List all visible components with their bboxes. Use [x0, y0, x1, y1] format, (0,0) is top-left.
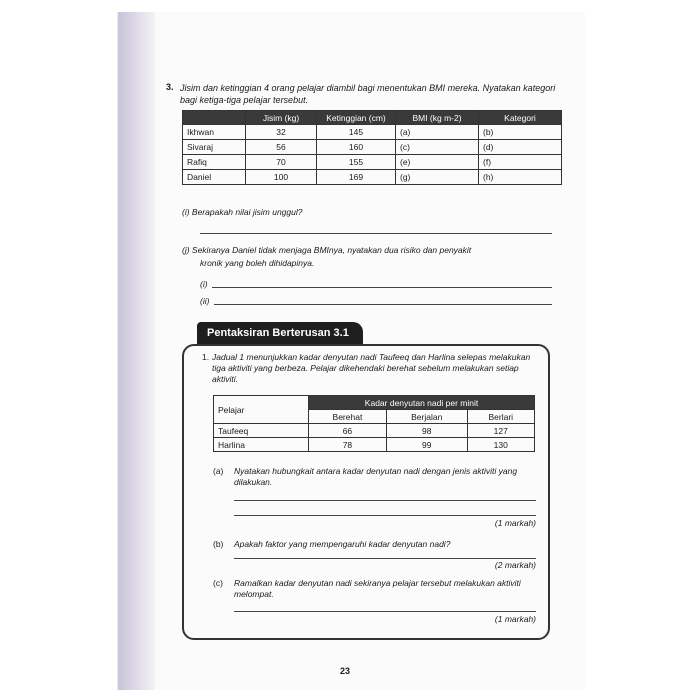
- question-3j-text-line1: (j) Sekiranya Daniel tidak menjaga BMInya, nyatakan dua risiko dan penyakit: [182, 245, 472, 255]
- pulse-value: 78: [309, 438, 387, 452]
- marks-label: (2 markah): [494, 560, 536, 570]
- bmi-blank: (e): [396, 155, 479, 170]
- question-1a-label: (a): [213, 466, 224, 476]
- bmi-blank: (g): [396, 170, 479, 185]
- student-name: Sivaraj: [183, 140, 246, 155]
- pulse-table-header-row-1: [214, 396, 535, 410]
- table-row: [214, 438, 535, 452]
- bmi-header-mass: Jisim (kg): [246, 111, 317, 125]
- pulse-value: 130: [467, 438, 534, 452]
- table-row: [183, 140, 562, 155]
- student-name: Ikhwan: [183, 125, 246, 140]
- student-name: Daniel: [183, 170, 246, 185]
- table-row: [183, 170, 562, 185]
- question-3j-text-line2: kronik yang boleh dihidapinya.: [200, 258, 315, 268]
- pulse-header-pelajar: Pelajar: [214, 396, 309, 424]
- pulse-header-group: Kadar denyutan nadi per minit: [309, 396, 535, 410]
- page-number: 23: [340, 666, 351, 676]
- answer-line[interactable]: [234, 515, 536, 516]
- bmi-header-category: Kategori: [479, 111, 562, 125]
- bmi-header-bmi: BMI (kg m-2): [396, 111, 479, 125]
- question-1-number: 1.: [202, 352, 210, 362]
- student-name: Rafiq: [183, 155, 246, 170]
- bmi-header-height: Ketinggian (cm): [317, 111, 396, 125]
- table-row: [183, 125, 562, 140]
- mass-value: 32: [246, 125, 317, 140]
- category-blank: (b): [479, 125, 562, 140]
- student-name: Taufeeq: [214, 424, 309, 438]
- pulse-value: 98: [386, 424, 467, 438]
- question-3-number: 3.: [166, 82, 174, 92]
- category-blank: (h): [479, 170, 562, 185]
- mass-value: 70: [246, 155, 317, 170]
- bmi-blank: (a): [396, 125, 479, 140]
- question-3i-text: (i) Berapakah nilai jisim unggul?: [182, 207, 303, 217]
- height-value: 160: [317, 140, 396, 155]
- pulse-value: 99: [386, 438, 467, 452]
- mass-value: 56: [246, 140, 317, 155]
- answer-line[interactable]: [234, 558, 536, 559]
- question-1c-text: Ramalkan kadar denyutan nadi sekiranya pelajar tersebut melakukan aktiviti melompat.: [234, 578, 521, 599]
- question-1b-text: Apakah faktor yang mempengaruhi kadar denyutan nadi?: [234, 539, 451, 549]
- answer-line[interactable]: [214, 304, 552, 305]
- answer-line[interactable]: [200, 233, 552, 234]
- height-value: 145: [317, 125, 396, 140]
- answer-line[interactable]: [212, 287, 552, 288]
- bmi-table: [182, 110, 562, 185]
- height-value: 169: [317, 170, 396, 185]
- question-1c-label: (c): [213, 578, 223, 588]
- category-blank: (d): [479, 140, 562, 155]
- bmi-header-blank: [183, 111, 246, 125]
- question-1b-label: (b): [213, 539, 224, 549]
- section-title: Pentaksiran Berterusan 3.1: [197, 322, 363, 344]
- marks-label: (1 markah): [494, 614, 536, 624]
- answer-line[interactable]: [234, 611, 536, 612]
- pulse-header-rest: Berehat: [309, 410, 387, 424]
- student-name: Harlina: [214, 438, 309, 452]
- table-row: [183, 155, 562, 170]
- question-1-text: Jadual 1 menunjukkan kadar denyutan nadi Taufeeq dan Harlina selepas melakukan tiga aktiviti yang berbeza. Pelajar dikehendaki berehat sebelum melakukan setiap aktiviti.: [212, 352, 531, 384]
- pulse-value: 127: [467, 424, 534, 438]
- question-3-text: Jisim dan ketinggian 4 orang pelajar diambil bagi menentukan BMI mereka. Nyatakan kategori bagi ketiga-tiga pelajar tersebut.: [180, 83, 556, 105]
- bmi-table-header-row: [183, 111, 562, 125]
- pulse-header-run: Berlari: [467, 410, 534, 424]
- pulse-header-walk: Berjalan: [386, 410, 467, 424]
- answer-roman-1: (i): [200, 279, 208, 289]
- category-blank: (f): [479, 155, 562, 170]
- page-spine-shadow: [119, 12, 155, 690]
- height-value: 155: [317, 155, 396, 170]
- pulse-rate-table: [213, 395, 535, 452]
- answer-line[interactable]: [234, 500, 536, 501]
- mass-value: 100: [246, 170, 317, 185]
- pulse-value: 66: [309, 424, 387, 438]
- bmi-blank: (c): [396, 140, 479, 155]
- answer-roman-2: (ii): [200, 296, 210, 306]
- table-row: [214, 424, 535, 438]
- question-1a-text: Nyatakan hubungkait antara kadar denyutan nadi dengan jenis aktiviti yang dilakukan.: [234, 466, 518, 487]
- marks-label: (1 markah): [494, 518, 536, 528]
